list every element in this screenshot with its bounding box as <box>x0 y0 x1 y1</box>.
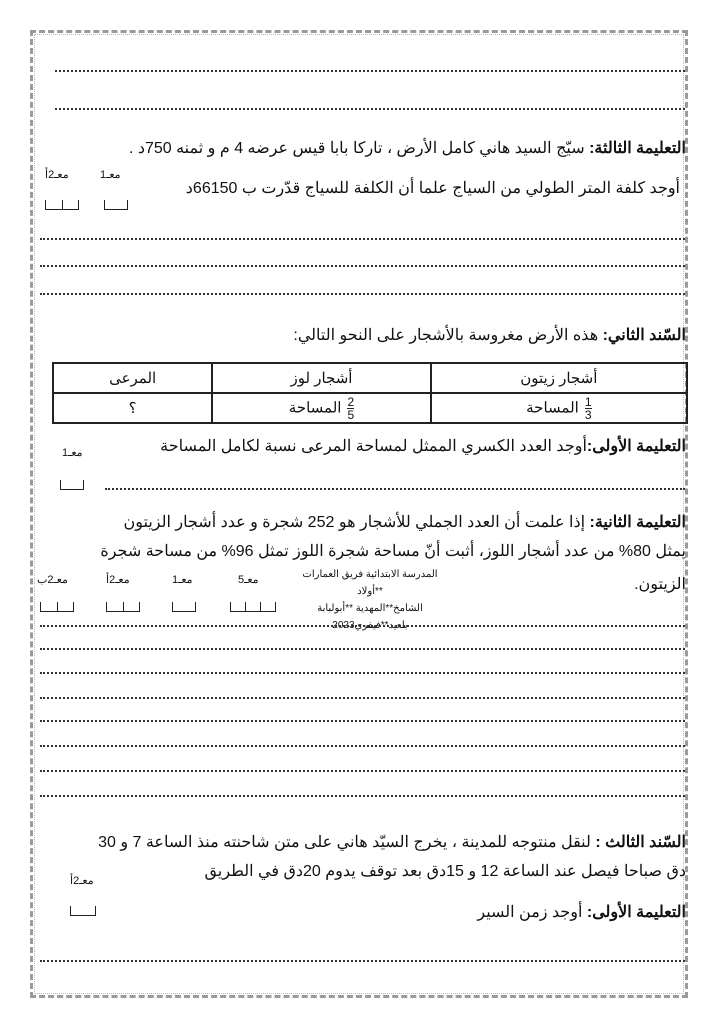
task-title: التعليمة الأولى: <box>586 904 686 921</box>
answer-line <box>40 745 685 747</box>
table-header: أشجار لوز <box>212 363 430 393</box>
answer-line <box>40 293 685 295</box>
task2-title: التعليمة الثانية: <box>589 514 686 531</box>
score-label: معـ1 <box>100 169 121 181</box>
answer-line <box>40 697 685 699</box>
score-box[interactable] <box>70 906 96 916</box>
answer-line <box>40 265 685 267</box>
score-box[interactable] <box>45 200 79 210</box>
score-box[interactable] <box>104 200 128 210</box>
table-cell <box>212 393 430 423</box>
task3-line1 <box>129 138 686 158</box>
answer-line <box>40 648 685 650</box>
answer-line <box>40 672 685 674</box>
denominator: 3 <box>584 407 592 422</box>
answer-line <box>40 960 685 962</box>
answer-line <box>40 238 685 240</box>
score-label: معـ2أ <box>106 574 130 586</box>
answer-line <box>105 488 685 490</box>
school-line: الشامخ**المهدية **أبولبابة بلعيد**فيفري2023 <box>317 603 423 631</box>
score-box[interactable] <box>60 480 84 490</box>
task2-line2: يمثل 80% من عدد أشجار اللوز، أثبت أنّ مساحة شجرة اللوز تمثل 96% من مساحة شجرة <box>100 543 686 560</box>
task3-line2: أوجد كلفة المتر الطولي من السياج علما أن الكلفة للسياج قدّرت ب 66150د <box>185 180 680 197</box>
table-header: المرعى <box>53 363 212 393</box>
fraction <box>347 396 354 421</box>
sanad3-title: السّند الثالث : <box>595 834 686 851</box>
cell-label: المساحة <box>526 398 579 416</box>
score-label: معـ1 <box>172 574 193 586</box>
score-label: معـ5 <box>238 574 259 586</box>
school-line: المدرسة الابتدائية فريق العمارات **أولاد <box>302 569 438 597</box>
score-label: معـ2أ <box>70 875 94 887</box>
task1-title: التعليمة الأولى: <box>586 438 686 455</box>
answer-line <box>40 625 685 627</box>
table-header: أشجار زيتون <box>431 363 687 393</box>
table-cell <box>431 393 687 423</box>
sanad2-line <box>293 325 686 345</box>
task2-text: إذا علمت أن العدد الجملي للأشجار هو 252 شجرة و عدد أشجار الزيتون <box>123 514 586 531</box>
table-cell: ؟ <box>53 393 212 423</box>
denominator: 5 <box>347 407 355 422</box>
sanad3-text: لنقل منتوجه للمدينة ، يخرج السيّد هاني على متن شاحنته منذ الساعة 7 و 30 <box>98 834 591 851</box>
sanad3-line2: دق صباحا فيصل عند الساعة 12 و 15دق بعد توقف يدوم 20دق في الطريق <box>204 863 686 880</box>
score-box[interactable] <box>106 602 140 612</box>
task3-1-line <box>477 902 686 922</box>
answer-line <box>40 770 685 772</box>
score-label: معـ2أ <box>45 169 69 181</box>
task1-text: أوجد العدد الكسري الممثل لمساحة المرعى نسبة لكامل المساحة <box>160 438 587 455</box>
answer-line <box>40 795 685 797</box>
score-box[interactable] <box>230 602 276 612</box>
answer-line <box>40 720 685 722</box>
answer-line <box>55 70 685 72</box>
sanad3-line1 <box>98 832 686 852</box>
task3-text: سيّج السيد هاني كامل الأرض ، تاركا بابا قيس عرضه 4 م و ثمنه 750د . <box>128 140 585 157</box>
score-label: معـ1 <box>62 447 83 459</box>
table-header-row <box>53 363 687 393</box>
answer-line <box>55 108 685 110</box>
task2-line3: الزيتون. <box>634 576 686 593</box>
sanad2-text: هذه الأرض مغروسة بالأشجار على النحو التالي: <box>293 327 599 344</box>
cell-label: المساحة <box>288 398 342 416</box>
task3-title: التعليمة الثالثة: <box>589 140 686 157</box>
score-box[interactable] <box>40 602 74 612</box>
task2-line1 <box>123 512 686 532</box>
numerator: 2 <box>347 394 355 409</box>
table-row <box>53 393 687 423</box>
task1-line <box>160 436 686 456</box>
sanad2-title: السّند الثاني: <box>602 327 686 344</box>
trees-table <box>52 362 688 424</box>
task-text: أوجد زمن السير <box>477 904 583 921</box>
score-box[interactable] <box>172 602 196 612</box>
numerator: 1 <box>584 394 592 409</box>
school-footer <box>300 566 440 634</box>
score-label: معـ2ب <box>37 574 68 586</box>
fraction <box>585 396 592 421</box>
